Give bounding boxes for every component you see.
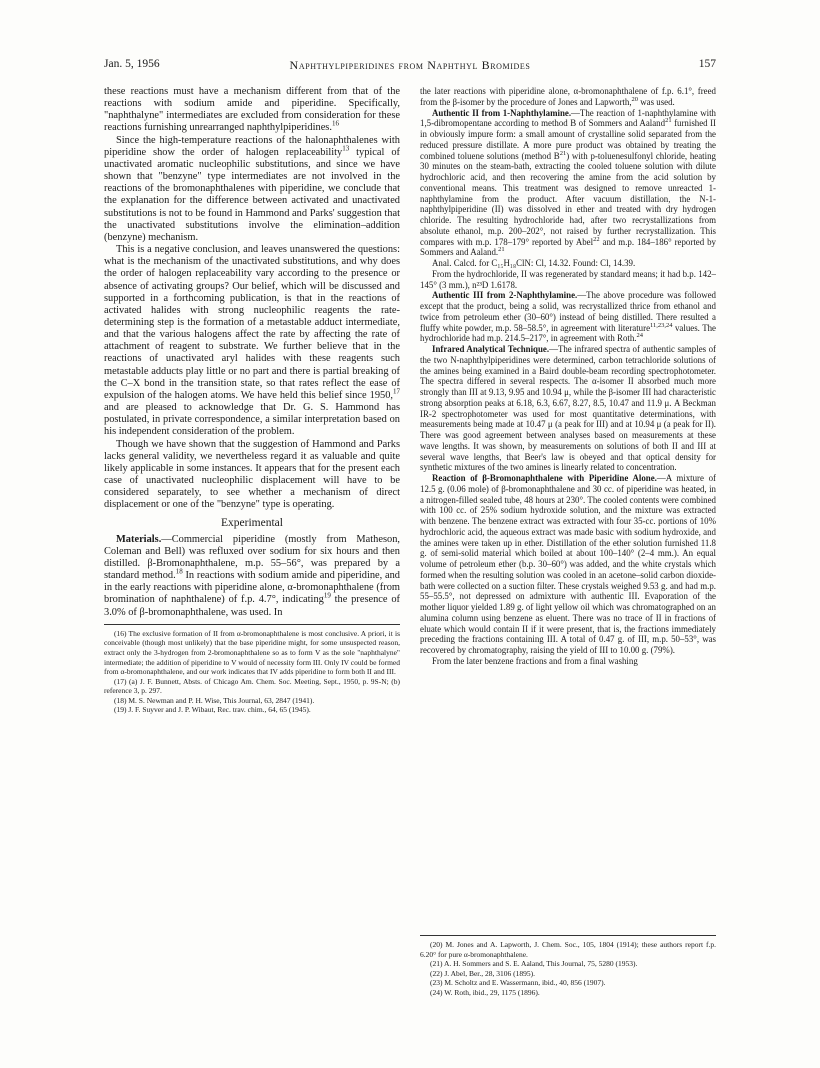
footnote-ref: 20: [631, 95, 639, 103]
issue-date: Jan. 5, 1956: [104, 58, 160, 70]
footnote-divider: [420, 935, 716, 936]
paragraph: Materials.—Commercial piperidine (mostly from Matheson, Coleman and Bell) was refluxed over sodium for six hours and then distilled. β-Bromonaphthalene, m.p. 55–56°, was prepared by a standard method.$^{18}$ In reactions with sodium amide and piperidine, and in the early reactions with piperidine alone, α-bromonaphthalene (from bromination of naphthalene) of f.p. 4.7°, indicating$^{19}$ the presence of 3.0% of β-bromonaphthalene, was used. In: [104, 533, 400, 618]
footnote-ref: 21: [498, 246, 505, 254]
footnote-ref: 19: [323, 591, 331, 600]
footnote: (22) J. Abel, Ber., 28, 3106 (1895).: [430, 968, 535, 978]
paragraph: From the hydrochloride, II was regenerated by standard means; it had b.p. 142–145° (3 mm.), n²³D 1.6178.: [420, 268, 716, 290]
footnote-ref: 21: [665, 117, 672, 125]
footnote-ref: 21: [559, 149, 567, 157]
paragraph-heading: Materials.: [116, 533, 162, 545]
footnote-ref: 24: [636, 332, 644, 340]
footnote: (23) M. Scholtz and E. Wassermann, ibid., 40, 856 (1907).: [430, 978, 606, 988]
paragraph: these reactions must have a mechanism different from that of the reactions with sodium amide and piperidine. Specifically, "naphthalyne" intermediates are excluded from consideration for these reactions furnishing unrearranged naphthylpiperidines.$^{16}$: [104, 86, 400, 134]
section-heading: Experimental: [221, 517, 283, 530]
footnote-ref: 13: [342, 144, 350, 153]
footnote-divider: [104, 624, 400, 625]
footnote-ref: 18: [175, 567, 183, 576]
footnote-ref: 17: [393, 387, 400, 396]
footnote: (21) A. H. Sommers and S. E. Aaland, This Journal, 75, 5280 (1953).: [430, 959, 638, 969]
paragraph: From the later benzene fractions and from a final washing: [432, 655, 638, 666]
paragraph: Infrared Analytical Technique.—The infrared spectra of authentic samples of the two N-naphthylpiperidines were determined, carbon tetrachloride solutions of the amines being examined in a Baird double-beam recording spectrophotometer. The spectra differed in several respects. The α-isomer II absorbed much more strongly than III at 9.13, 9.95 and 10.94 μ, while the β-isomer III had characteristic strong absorption peaks at 6.18, 6.3, 6.67, 8.27, 8.5, 10.47 and 11.9 μ. A Beckman IR-2 spectrophotometer was used for most quantitative determinations, with measurements being made at 10.47 μ (a peak for III) and at 10.94 μ (a peak for II). There was good agreement between analyses based on measurements at these wave lengths. It was shown, by measurements on solutions of both II and III at several wave lengths, that Beer's law is obeyed and that optical density for synthetic mixtures of the two amines is linearly related to concentration.: [420, 344, 717, 473]
paragraph: Authentic II from 1-Naphthylamine.—The reaction of 1-naphthylamine with 1,5-dibromopentane according to method B of Sommers and Aaland$^{21}$ furnished II in obviously impure form: a small amount of crystalline solid separated from the reduced pressure distillate. A more pure product was obtained by treating the combined toluene solutions (method $B^{21}$) with p-toluenesulfonyl chloride, heating 30 minutes on the steam-bath, extracting the cooled toluene solution with dilute hydrochloric acid, and then recovering the amine from the acid solution by conventional means. This treatment was designed to remove unreacted 1-naphthylamine from the product. After vacuum distillation, the N-1-naphthylpiperidine (II) was dissolved in ether and treated with dry hydrogen chloride. The resulting hydrochloride had, after two recrystallizations from absolute ethanol, m.p. 200–202°, not raised by further recrystallization. This compares with m.p. 178–179° reported by Abel$^{22}$ and m.p. 184–186° reported by Sommers and Aaland.$^{21}$: [420, 107, 716, 258]
footnote: (24) W. Roth, ibid., 29, 1175 (1896).: [430, 987, 540, 997]
paragraph: Reaction of β-Bromonaphthalene with Piperidine Alone.—A mixture of 12.5 g. (0.06 mole) of β-bromonaphthalene and 30 cc. of piperidine was heated, in a nitrogen-filled sealed tube, 48 hours at 230°. The cooled contents were combined with 100 cc. of 25% sodium hydroxide solution, and the mixture was extracted with benzene. The benzene extract was extracted with four 35-cc. portions of 10% hydrochloric acid, the aqueous extract was made basic with sodium hydroxide, and the amines were taken up in ether. Distillation of the ether solution furnished 11.8 g. of semi-solid material which boiled at about 100–140° (2–4 mm.). An equal volume of petroleum ether (b.p. 30–60°) was added, and the white crystals which formed when the resulting solution was cooled in an acetone–solid carbon dioxide-bath were collected on a suction filter. These crystals weighed 9.53 g. and had m.p. 55–55.5°, not depressed on admixture with authentic III. Evaporation of the mother liquor yielded 1.89 g. of light yellow oil which was chromatographed on an alumina column using benzene as eluent. There was no trace of II in fractions of eluate which would contain II if it were present, that is, the fractions immediately preceding the fractions containing III. A total of 0.47 g. of III, m.p. 50–53°, was recovered by chromatography, raising the yield of III to 10.00 g. (79%).: [420, 473, 716, 655]
paragraph-heading: Authentic II from 1-Naphthylamine.: [432, 107, 572, 118]
paragraph-heading: Infrared Analytical Technique.: [432, 344, 550, 354]
analysis-line: Anal. Calcd. for C₁₅H₁₈ClN: Cl, 14.32. Found: Cl, 14.39.: [432, 258, 636, 268]
paragraph: Since the high-temperature reactions of the halonaphthalenes with piperidine show the order of halogen replaceability$^{13}$ typical of unactivated aromatic nucleophilic substitutions, and since we have shown that "benzyne" type intermediates are not involved in the reactions of the bromonaphthalenes with piperidine, we conclude that the explanation for the difference between activated and unactivated substitutions is not to be found in Hammond and Parks' suggestion that the unactivated substitutions involve the elimination–addition (benzyne) mechanism.: [104, 134, 400, 243]
right-column: [420, 86, 716, 667]
footnote: (18) M. S. Newman and P. H. Wise, This Journal, 63, 2847 (1941).: [114, 695, 315, 705]
page-number: 157: [698, 58, 716, 70]
footnote: (19) J. F. Suyver and J. P. Wibaut, Rec. trav. chim., 64, 65 (1945).: [114, 705, 311, 715]
footnote-ref: 11,23,24: [650, 321, 673, 329]
paragraph-heading: Authentic III from 2-Naphthylamine.: [432, 290, 578, 301]
footnote-ref: 22: [593, 235, 600, 243]
footnote: (16) The exclusive formation of II from α-bromonaphthalene is most conclusive. A priori, it is conceivable (though most unlikely) that the base piperidine might, for some unsuspected reason, extract only the 3-hydrogen from 2-bromonaphthalene so as to form V as the sole "naphthalyne" intermediate; the addition of piperidine to V would of necessity form III. Only IV could be formed from α-bromonaphthalene, and our work indicates that IV adds piperidine to form both II and III.: [104, 628, 400, 677]
running-header: [104, 58, 716, 74]
footnote: (20) M. Jones and A. Lapworth, J. Chem. Soc., 105, 1804 (1914); these authors report f.p. 6.20° for pure α-bromonaphthalene.: [420, 940, 716, 959]
left-column: [104, 86, 400, 715]
footnote-ref: 16: [331, 120, 339, 128]
footnotes-right: [420, 935, 716, 998]
paragraph: Though we have shown that the suggestion of Hammond and Parks lacks general validity, we nevertheless regard it as valuable and quite likely applicable in some instances. It appears that for the present each case of unactivated nucleophilic displacement will have to be considered separately, to see whether a mechanism of direct displacement or one of the "benzyne" type is operating.: [104, 438, 400, 511]
paragraph: Authentic III from 2-Naphthylamine.—The above procedure was followed except that the product, being a solid, was recrystallized thrice from ethanol and twice from petroleum ether (30–60°) instead of being distilled. There resulted a fluffy white powder, m.p. 58–58.5°, in agreement with literature$^{11,23,24}$ values. The hydrochloride had m.p. 214.5–217°, in agreement with Roth.$^{24}$: [420, 290, 716, 344]
footnote: (17) (a) J. F. Bunnett, Absts. of Chicago Am. Chem. Soc. Meeting, Sept., 1950, p. 9S-N; (b) reference 3, p. 297.: [104, 676, 400, 696]
paragraph-heading: Reaction of β-Bromonaphthalene with Piperidine Alone.: [432, 473, 657, 483]
paragraph: This is a negative conclusion, and leaves unanswered the questions: what is the mechanism of the unactivated substitutions, and why does the order of halogen replaceability vary according to the presence or absence of activating groups? Our belief, which will be discussed and supported in a forthcoming publication, is that in the reactions of activated halides with strong nucleophilic reagents the rate-determining step is the formation of a metastable adduct intermediate, and that the various halogens affect the rate by affecting the rate of attachment of reagent to substrate. We further believe that in the reactions of unactivated aryl halides with these reagents such metastable adducts play little or no part and there is partial breaking of the C–X bond in the transition state, so that rates reflect the ease of expulsion of the halogen atoms. We have held this belief since 1950,17 and are pleased to acknowledge that Dr. G. S. Hammond has postulated, in private correspondence, a similar interpretation based on his independent consideration of the problem.: [104, 244, 400, 438]
paragraph: the later reactions with piperidine alone, α-bromonaphthalene of f.p. 6.1°, freed from the β-isomer by the procedure of Jones and Lapworth,$^{20}$ was used.: [420, 86, 716, 107]
footnotes-left: [104, 629, 400, 715]
running-title: Naphthylpiperidines from Naphthyl Bromides: [289, 58, 531, 72]
